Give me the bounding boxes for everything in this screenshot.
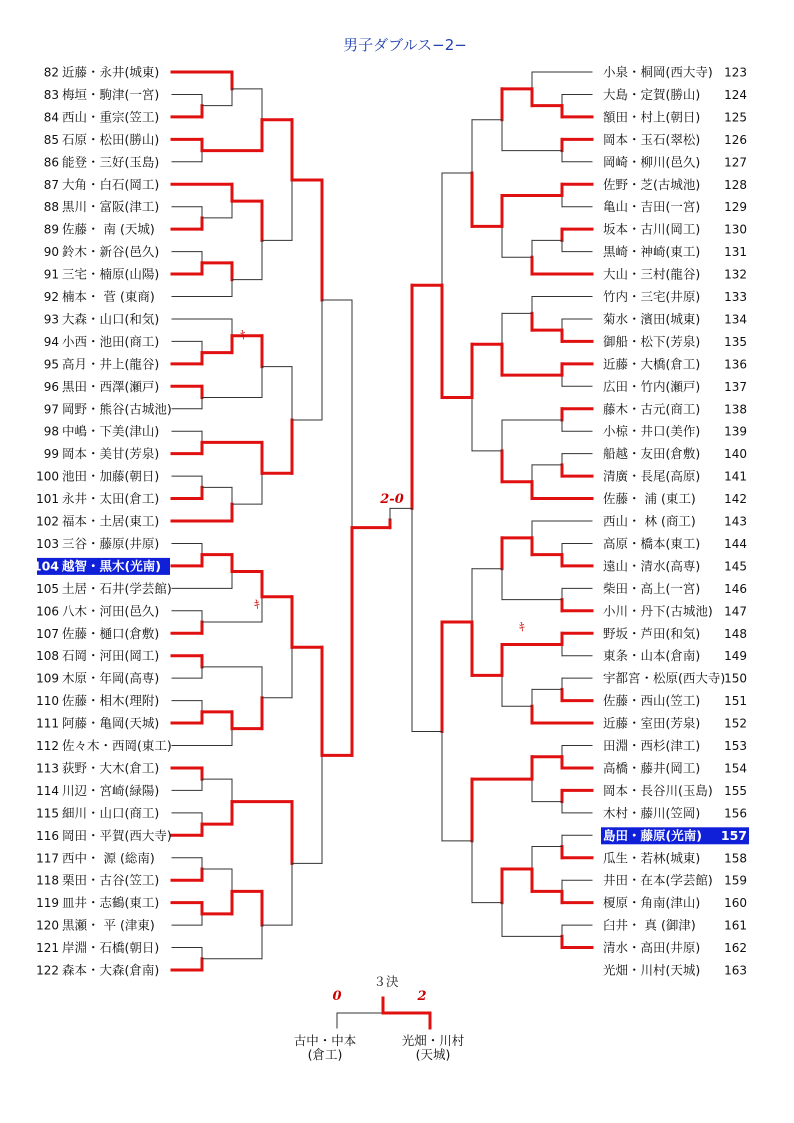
entry-number: 150 <box>724 671 747 686</box>
entry-name: 梅垣・駒津(一宮) <box>62 86 160 102</box>
third-place-right-score: 2 <box>417 989 427 1004</box>
entry-number: 119 <box>36 896 59 911</box>
entry-number: 145 <box>724 559 747 574</box>
entry-number: 109 <box>36 671 59 686</box>
third-place-right-name: 光畑・川村 <box>401 1033 465 1048</box>
third-place-left-score: 0 <box>332 989 342 1004</box>
entry-number: 158 <box>724 851 747 866</box>
entry-name: 竹内・三宅(井原) <box>603 289 701 304</box>
entry-number: 91 <box>43 267 59 282</box>
final-score: 2-0 <box>380 492 404 507</box>
entry-name: 三宅・楠原(山陽) <box>62 266 160 282</box>
entry-name: 佐藤・樋口(倉敷) <box>62 625 160 641</box>
entry-name: 東条・山本(倉南) <box>603 648 701 664</box>
entry-name: 光畑・川村(天城) <box>603 962 701 978</box>
entry-name: 島田・藤原(光南) <box>603 827 702 843</box>
entry-number: 87 <box>43 177 59 192</box>
retire-mark: ｷ <box>519 620 525 634</box>
entry-number: 102 <box>36 514 59 529</box>
entry-number: 137 <box>724 379 747 394</box>
entry-number: 162 <box>724 941 747 956</box>
retire-mark: ｷ <box>240 328 246 342</box>
entry-number: 89 <box>43 222 59 237</box>
entry-number: 127 <box>724 155 747 170</box>
entry-number: 107 <box>36 626 59 641</box>
entry-number: 163 <box>724 963 747 978</box>
entry-number: 131 <box>724 245 747 260</box>
entry-name: 田淵・西杉(津工) <box>603 738 701 753</box>
entry-name: 近藤・永井(城東) <box>62 64 160 80</box>
entry-number: 85 <box>43 132 59 147</box>
entry-number: 103 <box>36 536 59 551</box>
entry-number: 123 <box>724 65 747 80</box>
third-place-right-school: (天城) <box>415 1047 451 1062</box>
entry-name: 清水・高田(井原) <box>603 940 701 956</box>
entry-number: 83 <box>43 87 59 102</box>
entry-number: 118 <box>36 873 59 888</box>
entry-number: 94 <box>43 334 59 349</box>
entry-name: 榎原・角南(津山) <box>603 895 701 911</box>
entry-name: 土居・石井(学芸館) <box>62 580 172 596</box>
entry-number: 153 <box>724 739 747 753</box>
entry-name: 岡本・美甘(芳泉) <box>62 446 160 462</box>
entry-name: 皿井・志鶴(東工) <box>62 895 160 911</box>
entry-name: 岡本・長谷川(玉島) <box>603 782 713 798</box>
entry-number: 129 <box>724 200 747 215</box>
entry-number: 160 <box>724 896 747 911</box>
entry-name: 近藤・室田(芳泉) <box>603 715 701 731</box>
entry-number: 86 <box>43 155 59 170</box>
entry-name: 菊水・濱田(城東) <box>603 311 701 327</box>
entry-name: 佐藤・ 浦 (東工) <box>603 491 696 507</box>
entry-name: 佐々木・西岡(東工) <box>62 738 172 753</box>
entry-name: 木原・年岡(高専) <box>62 670 160 686</box>
entry-number: 100 <box>36 469 59 484</box>
entry-name: 鈴木・新谷(邑久) <box>62 244 160 260</box>
entry-name: 岡田・平賀(西大寺) <box>62 827 172 843</box>
entry-number: 143 <box>724 514 747 529</box>
entry-name: 大山・三村(龍谷) <box>603 266 701 282</box>
entry-name: 佐野・芝(古城池) <box>603 176 701 192</box>
entry-number: 133 <box>724 290 747 304</box>
entry-name: 臼井・ 真 (御津) <box>603 917 696 933</box>
retire-mark: ｷ <box>254 597 260 611</box>
entry-number: 110 <box>36 694 59 709</box>
entry-name: 岡野・熊谷(古城池) <box>62 401 172 417</box>
entry-number: 142 <box>724 492 747 507</box>
entry-number: 132 <box>724 267 747 282</box>
entry-number: 135 <box>724 334 747 349</box>
third-place-left-name: 古中・中本 <box>293 1033 357 1048</box>
entry-name: 岡本・玉石(翠松) <box>603 131 701 147</box>
entry-name: 小川・丹下(古城池) <box>603 603 713 619</box>
entry-number: 84 <box>43 110 59 125</box>
entry-name: 西山・ 林 (商工) <box>603 513 696 529</box>
entry-name: 永井・太田(倉工) <box>62 491 160 507</box>
entry-name: 高月・井上(龍谷) <box>62 356 160 372</box>
entry-name: 御船・松下(芳泉) <box>603 333 701 349</box>
entry-name: 池田・加藤(朝日) <box>62 468 160 484</box>
entry-name: 小椋・井口(美作) <box>603 423 701 439</box>
entry-number: 130 <box>724 222 747 237</box>
entry-name: 森本・大森(倉南) <box>62 962 160 978</box>
entry-number: 157 <box>720 827 747 843</box>
entry-number: 105 <box>36 581 59 596</box>
entry-name: 佐藤・ 南 (天城) <box>62 221 155 237</box>
entry-number: 108 <box>36 649 59 664</box>
entry-name: 藤木・古元(商工) <box>603 401 701 417</box>
entry-name: 広田・竹内(瀬戸) <box>603 378 701 394</box>
entry-name: 八木・河田(邑久) <box>62 603 160 619</box>
third-place-left-school: (倉工) <box>307 1047 343 1062</box>
entry-number: 97 <box>43 402 59 417</box>
entry-name: 栗田・古谷(笠工) <box>62 872 160 888</box>
entry-name: 黒瀬・ 平 (津東) <box>62 917 155 933</box>
entry-number: 136 <box>724 357 747 372</box>
entry-name: 佐藤・西山(笠工) <box>603 693 701 709</box>
entry-name: 西中・ 源 (総南) <box>62 850 155 866</box>
entry-name: 木村・藤川(笠岡) <box>603 805 701 821</box>
entry-name: 石岡・河田(岡工) <box>62 648 160 664</box>
entry-name: 川辺・宮崎(緑陽) <box>62 782 160 798</box>
entry-number: 117 <box>36 851 59 866</box>
entry-number: 124 <box>724 87 747 102</box>
entry-number: 138 <box>724 402 747 417</box>
entry-number: 128 <box>724 177 747 192</box>
entry-number: 82 <box>43 65 59 80</box>
entry-name: 清廣・長尾(高原) <box>603 468 701 484</box>
entry-name: 額田・村上(朝日) <box>603 109 701 125</box>
entry-number: 151 <box>724 694 747 709</box>
entry-name: 亀山・吉田(一宮) <box>603 199 701 215</box>
entry-number: 95 <box>43 357 59 372</box>
entry-name: 石原・松田(勝山) <box>62 131 160 147</box>
page-title: 男子ダブルス−2− <box>343 36 467 54</box>
entry-number: 140 <box>724 447 747 462</box>
entry-name: 細川・山口(商工) <box>62 805 160 821</box>
entry-number: 155 <box>724 783 747 798</box>
entry-number: 154 <box>724 761 747 776</box>
entry-number: 113 <box>36 761 59 776</box>
entry-number: 112 <box>36 739 59 753</box>
third-place-title: ３決 <box>373 974 399 989</box>
entry-name: 西山・重宗(笠工) <box>62 109 160 125</box>
entry-number: 125 <box>724 110 747 125</box>
entry-number: 116 <box>36 828 59 843</box>
entry-name: 越智・黒木(光南) <box>62 558 161 574</box>
entry-number: 146 <box>724 581 747 596</box>
entry-number: 99 <box>43 447 59 462</box>
entry-number: 93 <box>43 312 59 327</box>
entry-name: 高原・橋本(東工) <box>603 535 701 551</box>
entry-name: 大森・山口(和気) <box>62 311 160 327</box>
entry-name: 瓜生・若林(城東) <box>603 850 701 866</box>
entry-name: 坂本・古川(岡工) <box>603 221 701 237</box>
entry-number: 141 <box>724 469 747 484</box>
entry-name: 佐藤・相木(理附) <box>62 693 160 709</box>
entry-name: 小泉・桐岡(西大寺) <box>603 64 713 80</box>
entry-name: 野坂・芦田(和気) <box>603 625 701 641</box>
entry-name: 遠山・清水(高専) <box>603 558 701 574</box>
entry-name: 高橋・藤井(岡工) <box>603 760 701 776</box>
entry-number: 161 <box>724 918 747 933</box>
entry-number: 120 <box>36 918 59 933</box>
entry-name: 近藤・大橋(倉工) <box>603 356 701 372</box>
entry-name: 黒田・西澤(瀬戸) <box>62 378 160 394</box>
entry-name: 福本・土居(東工) <box>62 513 160 529</box>
entry-name: 阿藤・亀岡(天城) <box>62 715 160 731</box>
entry-number: 114 <box>36 783 59 798</box>
entry-name: 大島・定賀(勝山) <box>603 86 701 102</box>
entry-number: 152 <box>724 716 747 731</box>
entry-number: 139 <box>724 424 747 439</box>
entry-number: 111 <box>36 716 59 731</box>
entry-number: 122 <box>36 963 59 978</box>
entry-number: 148 <box>724 626 747 641</box>
entry-number: 98 <box>43 424 59 439</box>
entry-number: 101 <box>36 492 59 507</box>
entry-number: 104 <box>32 558 59 574</box>
entry-number: 106 <box>36 604 59 619</box>
entry-number: 92 <box>43 290 59 304</box>
entry-name: 三谷・藤原(井原) <box>62 535 160 551</box>
entry-name: 荻野・大木(倉工) <box>62 760 160 776</box>
entry-number: 121 <box>36 941 59 956</box>
entry-number: 156 <box>724 806 747 821</box>
entry-number: 115 <box>36 806 59 821</box>
entry-name: 小西・池田(商工) <box>62 333 160 349</box>
entry-number: 96 <box>43 379 59 394</box>
entry-name: 船越・友田(倉敷) <box>603 446 701 462</box>
entry-number: 126 <box>724 132 747 147</box>
entry-name: 能登・三好(玉島) <box>62 154 160 170</box>
entry-name: 黒川・富阪(津工) <box>62 199 160 215</box>
entry-name: 岸淵・石橋(朝日) <box>62 940 160 956</box>
entry-name: 楠本・ 菅 (東商) <box>62 289 155 304</box>
entry-number: 144 <box>724 536 747 551</box>
entry-number: 149 <box>724 649 747 664</box>
entry-number: 88 <box>43 200 59 215</box>
entry-name: 柴田・高上(一宮) <box>603 580 701 596</box>
entry-number: 147 <box>724 604 747 619</box>
entry-name: 岡崎・柳川(邑久) <box>603 154 701 170</box>
entry-name: 井田・在本(学芸館) <box>603 872 713 888</box>
entry-name: 黒崎・神崎(東工) <box>603 244 701 260</box>
entry-number: 134 <box>724 312 747 327</box>
entry-name: 中嶋・下美(津山) <box>62 423 160 439</box>
entry-number: 90 <box>43 245 59 260</box>
entry-number: 159 <box>724 873 747 888</box>
entry-name: 大角・白石(岡工) <box>62 176 160 192</box>
entry-name: 宇都宮・松原(西大寺) <box>603 670 726 686</box>
